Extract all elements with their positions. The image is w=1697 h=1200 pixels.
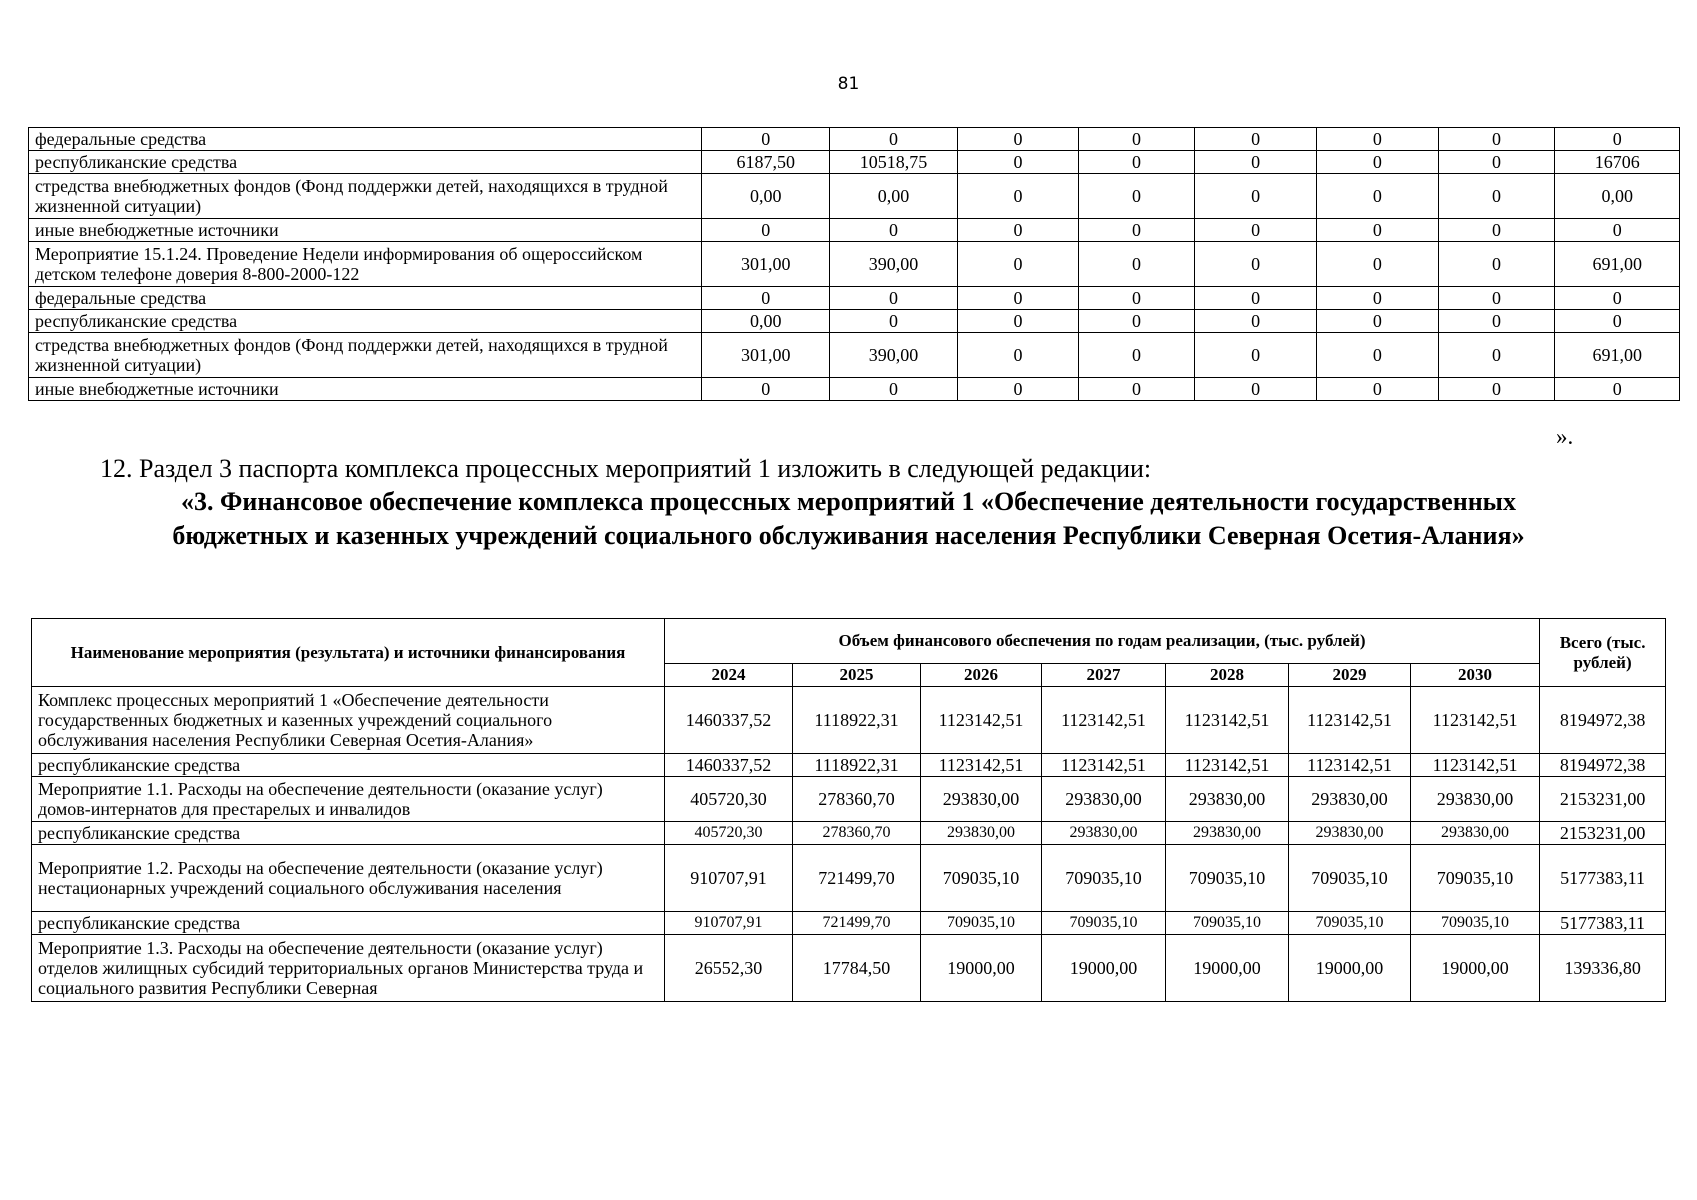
table-row	[29, 174, 1680, 219]
cell-total: 2153231,00	[1540, 777, 1666, 822]
cell-value: 0	[1317, 174, 1438, 219]
cell-value: 293830,00	[1166, 822, 1289, 845]
table-row	[32, 935, 1666, 1002]
cell-value: 709035,10	[921, 845, 1042, 912]
cell-value: 1123142,51	[1166, 687, 1289, 754]
cell-value: 278360,70	[793, 777, 921, 822]
cell-total: 691,00	[1555, 242, 1680, 287]
cell-value: 1123142,51	[1289, 754, 1411, 777]
row-label: стредства внебюджетных фондов (Фонд поддержки детей, находящихся в трудной жизненной ситуации)	[29, 333, 702, 378]
row-label: республиканские средства	[32, 912, 665, 935]
financing-table	[31, 618, 1666, 1002]
cell-total: 0	[1555, 310, 1680, 333]
cell-value: 0	[1438, 219, 1555, 242]
header-year: 2028	[1166, 664, 1289, 687]
cell-value: 0	[1079, 242, 1195, 287]
cell-value: 0	[1438, 333, 1555, 378]
cell-value: 709035,10	[1289, 912, 1411, 935]
cell-value: 0	[1438, 174, 1555, 219]
cell-value: 709035,10	[1042, 845, 1166, 912]
row-label: республиканские средства	[29, 151, 702, 174]
table-row	[29, 378, 1680, 401]
cell-value: 390,00	[830, 333, 958, 378]
cell-value: 6187,50	[702, 151, 830, 174]
cell-value: 709035,10	[921, 912, 1042, 935]
cell-value: 709035,10	[1166, 845, 1289, 912]
cell-value: 26552,30	[665, 935, 793, 1002]
cell-value: 1460337,52	[665, 754, 793, 777]
cell-value: 0	[830, 287, 958, 310]
cell-value: 19000,00	[1289, 935, 1411, 1002]
cell-value: 0	[1194, 333, 1316, 378]
cell-value: 1118922,31	[793, 754, 921, 777]
header-year: 2029	[1289, 664, 1411, 687]
cell-value: 293830,00	[921, 777, 1042, 822]
cell-value: 278360,70	[793, 822, 921, 845]
cell-value: 0,00	[702, 310, 830, 333]
header-total: Всего (тыс. рублей)	[1540, 619, 1666, 687]
cell-value: 0	[1079, 174, 1195, 219]
cell-value: 0	[1079, 128, 1195, 151]
cell-total: 5177383,11	[1540, 845, 1666, 912]
header-year: 2030	[1411, 664, 1540, 687]
cell-value: 293830,00	[1411, 822, 1540, 845]
cell-total: 0	[1555, 128, 1680, 151]
cell-total: 16706	[1555, 151, 1680, 174]
cell-value: 1123142,51	[921, 687, 1042, 754]
row-label: республиканские средства	[32, 754, 665, 777]
cell-value: 293830,00	[1289, 777, 1411, 822]
cell-total: 0	[1555, 378, 1680, 401]
cell-value: 405720,30	[665, 777, 793, 822]
row-label: республиканские средства	[32, 822, 665, 845]
cell-value: 1118922,31	[793, 687, 921, 754]
row-label: иные внебюджетные источники	[29, 219, 702, 242]
cell-value: 0	[1438, 287, 1555, 310]
cell-value: 293830,00	[1042, 777, 1166, 822]
cell-value: 0	[1079, 287, 1195, 310]
cell-value: 293830,00	[1042, 822, 1166, 845]
row-label: стредства внебюджетных фондов (Фонд поддержки детей, находящихся в трудной жизненной ситуации)	[29, 174, 702, 219]
cell-value: 0	[1194, 128, 1316, 151]
cell-value: 0	[957, 310, 1078, 333]
cell-value: 293830,00	[921, 822, 1042, 845]
cell-value: 17784,50	[793, 935, 921, 1002]
cell-value: 0	[957, 242, 1078, 287]
header-row	[32, 619, 1666, 664]
cell-total: 0,00	[1555, 174, 1680, 219]
header-year: 2024	[665, 664, 793, 687]
cell-value: 293830,00	[1411, 777, 1540, 822]
cell-value: 721499,70	[793, 845, 921, 912]
cell-value: 405720,30	[665, 822, 793, 845]
cell-value: 709035,10	[1042, 912, 1166, 935]
cell-value: 0	[1317, 378, 1438, 401]
header-year: 2026	[921, 664, 1042, 687]
table-row	[32, 912, 1666, 935]
cell-total: 139336,80	[1540, 935, 1666, 1002]
cell-value: 293830,00	[1289, 822, 1411, 845]
cell-value: 0	[830, 128, 958, 151]
cell-value: 0,00	[830, 174, 958, 219]
cell-value: 0	[1317, 333, 1438, 378]
header-volume: Объем финансового обеспечения по годам реализации, (тыс. рублей)	[665, 619, 1540, 664]
table-row	[32, 687, 1666, 754]
table-row	[29, 151, 1680, 174]
table-row	[32, 754, 1666, 777]
cell-value: 0	[957, 219, 1078, 242]
header-year: 2025	[793, 664, 921, 687]
cell-value: 0	[1079, 151, 1195, 174]
row-label: федеральные средства	[29, 128, 702, 151]
cell-value: 1460337,52	[665, 687, 793, 754]
row-label: Мероприятие 1.3. Расходы на обеспечение деятельности (оказание услуг) отделов жилищных субсидий территориальных органов Министерства труда и социального развития Республики Северная	[32, 935, 665, 1002]
cell-value: 0	[1317, 151, 1438, 174]
header-name: Наименование мероприятия (результата) и источники финансирования	[32, 619, 665, 687]
cell-value: 0	[1194, 378, 1316, 401]
cell-value: 0	[1079, 333, 1195, 378]
row-label: иные внебюджетные источники	[29, 378, 702, 401]
cell-total: 0	[1555, 219, 1680, 242]
section-heading: «3. Финансовое обеспечение комплекса процессных мероприятий 1 «Обеспечение деятельности государственных бюджетных и казенных учреждений социального обслуживания населения Республики Северная Осетия-Алания»	[172, 487, 1525, 551]
cell-value: 0	[1194, 310, 1316, 333]
cell-value: 1123142,51	[1042, 687, 1166, 754]
cell-value: 0	[830, 378, 958, 401]
table-row	[29, 242, 1680, 287]
cell-value: 0	[957, 287, 1078, 310]
cell-value: 1123142,51	[1042, 754, 1166, 777]
page-number: 81	[837, 74, 860, 94]
cell-value: 390,00	[830, 242, 958, 287]
cell-value: 0	[1317, 128, 1438, 151]
cell-value: 709035,10	[1166, 912, 1289, 935]
row-label: федеральные средства	[29, 287, 702, 310]
table-row	[29, 333, 1680, 378]
cell-value: 19000,00	[1411, 935, 1540, 1002]
cell-value: 0	[1438, 378, 1555, 401]
cell-value: 709035,10	[1411, 845, 1540, 912]
cell-value: 0	[1438, 242, 1555, 287]
cell-total: 691,00	[1555, 333, 1680, 378]
cell-value: 0	[1079, 378, 1195, 401]
cell-value: 910707,91	[665, 912, 793, 935]
cell-value: 0	[1079, 219, 1195, 242]
row-label: Мероприятие 15.1.24. Проведение Недели информирования об ощероссийском детском телефоне доверия 8-800-2000-122	[29, 242, 702, 287]
table-row	[29, 219, 1680, 242]
cell-value: 0	[1438, 151, 1555, 174]
cell-value: 0	[1194, 242, 1316, 287]
cell-value: 0,00	[702, 174, 830, 219]
cell-value: 0	[957, 151, 1078, 174]
table-row	[29, 128, 1680, 151]
amendment-instruction: 12. Раздел 3 паспорта комплекса процессных мероприятий 1 изложить в следующей редакции:	[100, 454, 1152, 483]
cell-value: 19000,00	[1042, 935, 1166, 1002]
table-row	[32, 845, 1666, 912]
cell-total: 2153231,00	[1540, 822, 1666, 845]
cell-value: 301,00	[702, 242, 830, 287]
cell-value: 0	[957, 378, 1078, 401]
cell-value: 0	[1194, 287, 1316, 310]
cell-value: 1123142,51	[921, 754, 1042, 777]
row-label: Мероприятие 1.1. Расходы на обеспечение деятельности (оказание услуг) домов-интернатов для престарелых и инвалидов	[32, 777, 665, 822]
cell-value: 301,00	[702, 333, 830, 378]
cell-value: 0	[957, 333, 1078, 378]
cell-total: 8194972,38	[1540, 754, 1666, 777]
cell-total: 5177383,11	[1540, 912, 1666, 935]
cell-value: 0	[702, 287, 830, 310]
table-row	[29, 287, 1680, 310]
cell-value: 0	[957, 128, 1078, 151]
cell-value: 0	[1317, 287, 1438, 310]
row-label: Мероприятие 1.2. Расходы на обеспечение деятельности (оказание услуг) нестационарных учреждений социального обслуживания населения	[32, 845, 665, 912]
cell-value: 709035,10	[1289, 845, 1411, 912]
cell-value: 0	[1317, 219, 1438, 242]
cell-value: 0	[1194, 219, 1316, 242]
cell-value: 19000,00	[1166, 935, 1289, 1002]
cell-value: 0	[1438, 310, 1555, 333]
cell-value: 293830,00	[1166, 777, 1289, 822]
table-row	[29, 310, 1680, 333]
cell-value: 0	[1079, 310, 1195, 333]
cell-value: 721499,70	[793, 912, 921, 935]
cell-value: 1123142,51	[1411, 687, 1540, 754]
header-year: 2027	[1042, 664, 1166, 687]
funding-table-continuation	[28, 127, 1680, 401]
cell-value: 0	[957, 174, 1078, 219]
cell-total: 0	[1555, 287, 1680, 310]
cell-value: 0	[830, 219, 958, 242]
cell-value: 0	[702, 378, 830, 401]
cell-value: 0	[702, 219, 830, 242]
cell-value: 0	[1438, 128, 1555, 151]
cell-value: 0	[1317, 242, 1438, 287]
cell-value: 0	[1317, 310, 1438, 333]
cell-value: 10518,75	[830, 151, 958, 174]
cell-value: 910707,91	[665, 845, 793, 912]
table-row	[32, 777, 1666, 822]
cell-value: 0	[830, 310, 958, 333]
cell-value: 1123142,51	[1166, 754, 1289, 777]
cell-value: 709035,10	[1411, 912, 1540, 935]
cell-value: 19000,00	[921, 935, 1042, 1002]
cell-total: 8194972,38	[1540, 687, 1666, 754]
closing-quote: ».	[1556, 424, 1574, 449]
cell-value: 1123142,51	[1289, 687, 1411, 754]
cell-value: 0	[702, 128, 830, 151]
cell-value: 0	[1194, 174, 1316, 219]
row-label: Комплекс процессных мероприятий 1 «Обеспечение деятельности государственных бюджетных и казенных учреждений социального обслуживания населения Республики Северная Осетия-Алания»	[32, 687, 665, 754]
cell-value: 1123142,51	[1411, 754, 1540, 777]
cell-value: 0	[1194, 151, 1316, 174]
row-label: республиканские средства	[29, 310, 702, 333]
table-row	[32, 822, 1666, 845]
